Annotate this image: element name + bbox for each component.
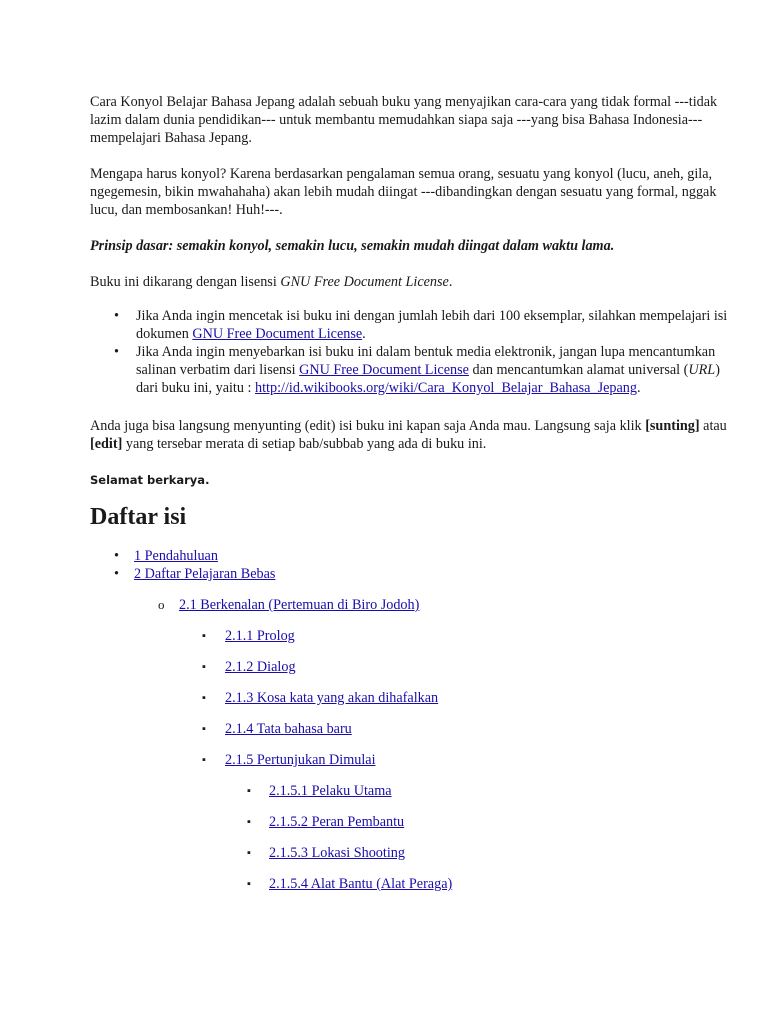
toc-item — [247, 813, 730, 831]
toc-item — [158, 596, 730, 614]
license-item-text: Jika Anda ingin mencetak isi buku ini dengan jumlah lebih dari 100 eksemplar, silahkan mempelajari isi dokumen — [136, 308, 728, 342]
license-item-text: dan mencantumkan alamat universal ( — [468, 362, 689, 378]
license-name: GNU Free Document License — [280, 274, 449, 290]
license-paragraph — [90, 273, 730, 291]
license-item-end: . — [636, 380, 641, 396]
principle-statement: Prinsip dasar: semakin konyol, semakin lucu, semakin mudah diingat dalam waktu lama. — [90, 238, 615, 254]
toc-item — [247, 875, 730, 893]
license-suffix: . — [448, 274, 453, 290]
list-item — [114, 307, 730, 343]
toc-item — [202, 689, 730, 707]
toc-item — [247, 782, 730, 800]
toc-item — [114, 547, 730, 565]
closing-text: Selamat berkarya. — [90, 473, 210, 487]
edit-note-text: Anda juga bisa langsung menyunting (edit) isi buku ini kapan saja Anda mau. Langsung saja klik — [90, 418, 646, 434]
edit-note-text: atau — [699, 418, 727, 434]
edit-note — [90, 417, 730, 453]
toc-link-alat-bantu[interactable]: 2.1.5.4 Alat Bantu (Alat Peraga) — [269, 876, 453, 892]
toc-item — [202, 720, 730, 738]
toc-item — [247, 844, 730, 862]
toc-item — [202, 751, 730, 769]
list-item — [114, 343, 730, 397]
toc-link-pendahuluan[interactable]: 1 Pendahuluan — [134, 548, 218, 564]
sunting-label: [sunting] — [645, 418, 700, 434]
toc-heading: Daftar isi — [90, 504, 187, 530]
toc-link-lokasi-shooting[interactable]: 2.1.5.3 Lokasi Shooting — [269, 845, 405, 861]
toc-link-tata-bahasa[interactable]: 2.1.4 Tata bahasa baru — [225, 721, 352, 737]
edit-note-text: yang tersebar merata di setiap bab/subbab yang ada di buku ini. — [122, 436, 487, 452]
license-item-text: Jika Anda ingin menyebarkan isi buku ini dalam bentuk media elektronik, jangan lupa mencantumkan salinan verbatim dari lisensi — [136, 344, 716, 378]
gnu-license-link[interactable]: GNU Free Document License — [192, 326, 363, 342]
toc-link-dialog[interactable]: 2.1.2 Dialog — [225, 659, 296, 675]
toc-link-berkenalan[interactable]: 2.1 Berkenalan (Pertemuan di Biro Jodoh) — [179, 597, 420, 613]
table-of-contents — [90, 547, 730, 893]
intro-paragraph-2: Mengapa harus konyol? Karena berdasarkan pengalaman semua orang, sesuatu yang konyol (lucu, aneh, gila, ngegemesin, bikin mwahahaha) akan lebih mudah diingat ---dibandingkan dengan sesuatu yang formal, nggak lucu, dan membosankan! Huh!---. — [90, 166, 717, 218]
license-prefix: Buku ini dikarang dengan lisensi — [90, 274, 281, 290]
toc-link-peran-pembantu[interactable]: 2.1.5.2 Peran Pembantu — [269, 814, 405, 830]
license-item-text: ) dari buku ini, yaitu : — [136, 362, 720, 396]
document-page — [90, 93, 730, 893]
toc-item — [202, 627, 730, 645]
gnu-license-link[interactable]: GNU Free Document License — [299, 362, 469, 378]
license-list — [114, 307, 730, 397]
intro-paragraph-1: Cara Konyol Belajar Bahasa Jepang adalah sebuah buku yang menyajikan cara-cara yang tidak formal ---tidak lazim dalam dunia pendidikan--- untuk membantu memudahkan siapa saja ---yang bisa Bahasa Indonesia--- mempelajari Bahasa Jepang. — [90, 94, 718, 146]
toc-item — [114, 565, 730, 583]
toc-link-daftar-pelajaran[interactable]: 2 Daftar Pelajaran Bebas — [134, 566, 276, 582]
wikibooks-url-link[interactable]: http://id.wikibooks.org/wiki/Cara_Konyol_Belajar_Bahasa_Jepang — [255, 380, 637, 396]
license-item-end: . — [362, 326, 366, 342]
edit-label: [edit] — [90, 436, 123, 452]
toc-item — [202, 658, 730, 676]
url-abbr: URL — [688, 362, 716, 378]
toc-link-pertunjukan[interactable]: 2.1.5 Pertunjukan Dimulai — [225, 752, 376, 768]
toc-link-prolog[interactable]: 2.1.1 Prolog — [225, 628, 295, 644]
toc-link-pelaku-utama[interactable]: 2.1.5.1 Pelaku Utama — [269, 783, 392, 799]
toc-link-kosa-kata[interactable]: 2.1.3 Kosa kata yang akan dihafalkan — [225, 690, 439, 706]
